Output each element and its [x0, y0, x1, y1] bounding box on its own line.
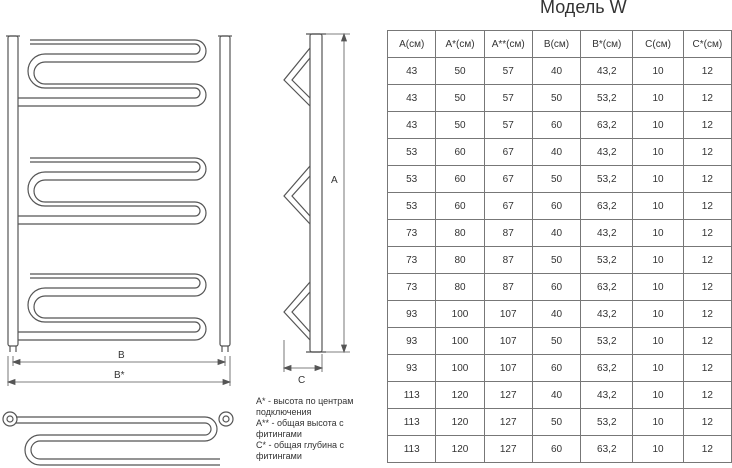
depth-dimension — [284, 340, 322, 372]
table-cell: 60 — [532, 193, 580, 220]
table-cell: 113 — [388, 436, 436, 463]
table-cell: 53,2 — [581, 166, 633, 193]
table-cell: 127 — [484, 382, 532, 409]
note-a-star: A* - высота по центрам подключения — [256, 396, 354, 417]
table-cell: 12 — [683, 355, 731, 382]
table-cell: 120 — [436, 409, 484, 436]
table-cell: 12 — [683, 409, 731, 436]
table-cell: 50 — [436, 85, 484, 112]
table-row — [388, 382, 732, 409]
table-cell: 53,2 — [581, 85, 633, 112]
table-cell: 43,2 — [581, 58, 633, 85]
column-header-c: C(см) — [633, 31, 683, 58]
table-cell: 10 — [633, 409, 683, 436]
table-cell: 67 — [484, 166, 532, 193]
table-cell: 50 — [436, 112, 484, 139]
table-cell: 57 — [484, 85, 532, 112]
table-cell: 63,2 — [581, 436, 633, 463]
table-cell: 12 — [683, 274, 731, 301]
table-cell: 80 — [436, 274, 484, 301]
table-cell: 107 — [484, 328, 532, 355]
table-cell: 10 — [633, 301, 683, 328]
table-cell: 10 — [633, 166, 683, 193]
table-cell: 60 — [532, 112, 580, 139]
table-cell: 50 — [532, 328, 580, 355]
dimensions-table — [387, 30, 732, 463]
table-cell: 53 — [388, 139, 436, 166]
table-cell: 10 — [633, 436, 683, 463]
table-cell: 53,2 — [581, 247, 633, 274]
table-cell: 60 — [532, 355, 580, 382]
table-row — [388, 58, 732, 85]
table-cell: 12 — [683, 85, 731, 112]
table-cell: 12 — [683, 58, 731, 85]
table-cell: 87 — [484, 220, 532, 247]
table-cell: 93 — [388, 301, 436, 328]
table-cell: 107 — [484, 301, 532, 328]
table-cell: 12 — [683, 382, 731, 409]
table-row — [388, 220, 732, 247]
table-cell: 60 — [436, 193, 484, 220]
w-coil-bottom — [18, 274, 206, 340]
table-cell: 10 — [633, 247, 683, 274]
table-row — [388, 274, 732, 301]
table-cell: 53 — [388, 166, 436, 193]
column-header-b: B(см) — [532, 31, 580, 58]
table-cell: 12 — [683, 436, 731, 463]
table-cell: 100 — [436, 355, 484, 382]
table-cell: 10 — [633, 85, 683, 112]
table-cell: 73 — [388, 247, 436, 274]
table-cell: 10 — [633, 355, 683, 382]
table-cell: 113 — [388, 382, 436, 409]
table-cell: 67 — [484, 193, 532, 220]
table-row — [388, 112, 732, 139]
table-cell: 50 — [532, 85, 580, 112]
table-cell: 63,2 — [581, 274, 633, 301]
table-cell: 100 — [436, 328, 484, 355]
table-cell: 87 — [484, 274, 532, 301]
side-view — [284, 34, 350, 372]
table-cell: 127 — [484, 409, 532, 436]
table-cell: 63,2 — [581, 193, 633, 220]
table-cell: 127 — [484, 436, 532, 463]
table-cell: 50 — [532, 409, 580, 436]
w-coil-middle — [18, 158, 206, 224]
table-cell: 10 — [633, 139, 683, 166]
table-cell: 12 — [683, 139, 731, 166]
table-cell: 10 — [633, 58, 683, 85]
table-cell: 43,2 — [581, 139, 633, 166]
note-c-star: C* - общая глубина с фитингами — [256, 440, 345, 461]
table-cell: 43,2 — [581, 301, 633, 328]
table-cell: 53 — [388, 193, 436, 220]
table-cell: 43,2 — [581, 220, 633, 247]
table-cell: 120 — [436, 382, 484, 409]
column-header-b-star: B*(см) — [581, 31, 633, 58]
table-cell: 12 — [683, 328, 731, 355]
table-cell: 12 — [683, 220, 731, 247]
table-cell: 10 — [633, 220, 683, 247]
table-header-row — [388, 31, 732, 58]
column-header-a-double-star: A**(см) — [484, 31, 532, 58]
table-cell: 43,2 — [581, 382, 633, 409]
table-cell: 50 — [532, 247, 580, 274]
dimension-label-b: B — [118, 350, 125, 361]
page-title: Модель W — [540, 0, 627, 17]
table-cell: 60 — [532, 274, 580, 301]
table-cell: 40 — [532, 382, 580, 409]
table-cell: 93 — [388, 355, 436, 382]
table-row — [388, 328, 732, 355]
table-row — [388, 139, 732, 166]
column-header-a: A(см) — [388, 31, 436, 58]
table-cell: 107 — [484, 355, 532, 382]
table-cell: 43 — [388, 85, 436, 112]
table-cell: 12 — [683, 166, 731, 193]
table-cell: 50 — [532, 166, 580, 193]
table-row — [388, 247, 732, 274]
table-cell: 113 — [388, 409, 436, 436]
table-cell: 63,2 — [581, 355, 633, 382]
column-header-c-star: C*(см) — [683, 31, 731, 58]
table-cell: 73 — [388, 220, 436, 247]
table-cell: 93 — [388, 328, 436, 355]
table-cell: 67 — [484, 139, 532, 166]
table-row — [388, 355, 732, 382]
table-row — [388, 409, 732, 436]
table-cell: 120 — [436, 436, 484, 463]
height-dimension — [322, 34, 350, 352]
table-cell: 10 — [633, 328, 683, 355]
table-cell: 12 — [683, 247, 731, 274]
front-view — [6, 36, 232, 386]
table-cell: 10 — [633, 274, 683, 301]
table-cell: 43 — [388, 58, 436, 85]
table-cell: 100 — [436, 301, 484, 328]
table-cell: 10 — [633, 382, 683, 409]
dimension-label-a: A — [331, 175, 338, 186]
table-cell: 40 — [532, 139, 580, 166]
table-cell: 40 — [532, 58, 580, 85]
table-cell: 10 — [633, 193, 683, 220]
w-coil-top — [18, 40, 206, 106]
table-cell: 40 — [532, 220, 580, 247]
dimension-label-c: C — [298, 375, 306, 386]
table-body — [388, 58, 732, 463]
table-cell: 60 — [532, 436, 580, 463]
table-cell: 12 — [683, 112, 731, 139]
table-cell: 12 — [683, 301, 731, 328]
table-cell: 63,2 — [581, 112, 633, 139]
table-cell: 73 — [388, 274, 436, 301]
table-cell: 10 — [633, 112, 683, 139]
table-cell: 43 — [388, 112, 436, 139]
top-view — [3, 412, 233, 465]
note-a-double-star: A** - общая высота с фитингами — [256, 418, 344, 439]
table-row — [388, 193, 732, 220]
column-header-a-star: A*(см) — [436, 31, 484, 58]
table-cell: 53,2 — [581, 328, 633, 355]
table-cell: 57 — [484, 112, 532, 139]
table-cell: 12 — [683, 193, 731, 220]
table-cell: 57 — [484, 58, 532, 85]
dimension-label-b-star: B* — [114, 370, 125, 381]
table-cell: 87 — [484, 247, 532, 274]
table-cell: 80 — [436, 247, 484, 274]
table-cell: 50 — [436, 58, 484, 85]
legend-notes — [256, 396, 386, 462]
table-row — [388, 301, 732, 328]
table-cell: 60 — [436, 166, 484, 193]
table-cell: 40 — [532, 301, 580, 328]
table-cell: 60 — [436, 139, 484, 166]
table-cell: 80 — [436, 220, 484, 247]
table-row — [388, 166, 732, 193]
table-row — [388, 85, 732, 112]
table-row — [388, 436, 732, 463]
table-cell: 53,2 — [581, 409, 633, 436]
